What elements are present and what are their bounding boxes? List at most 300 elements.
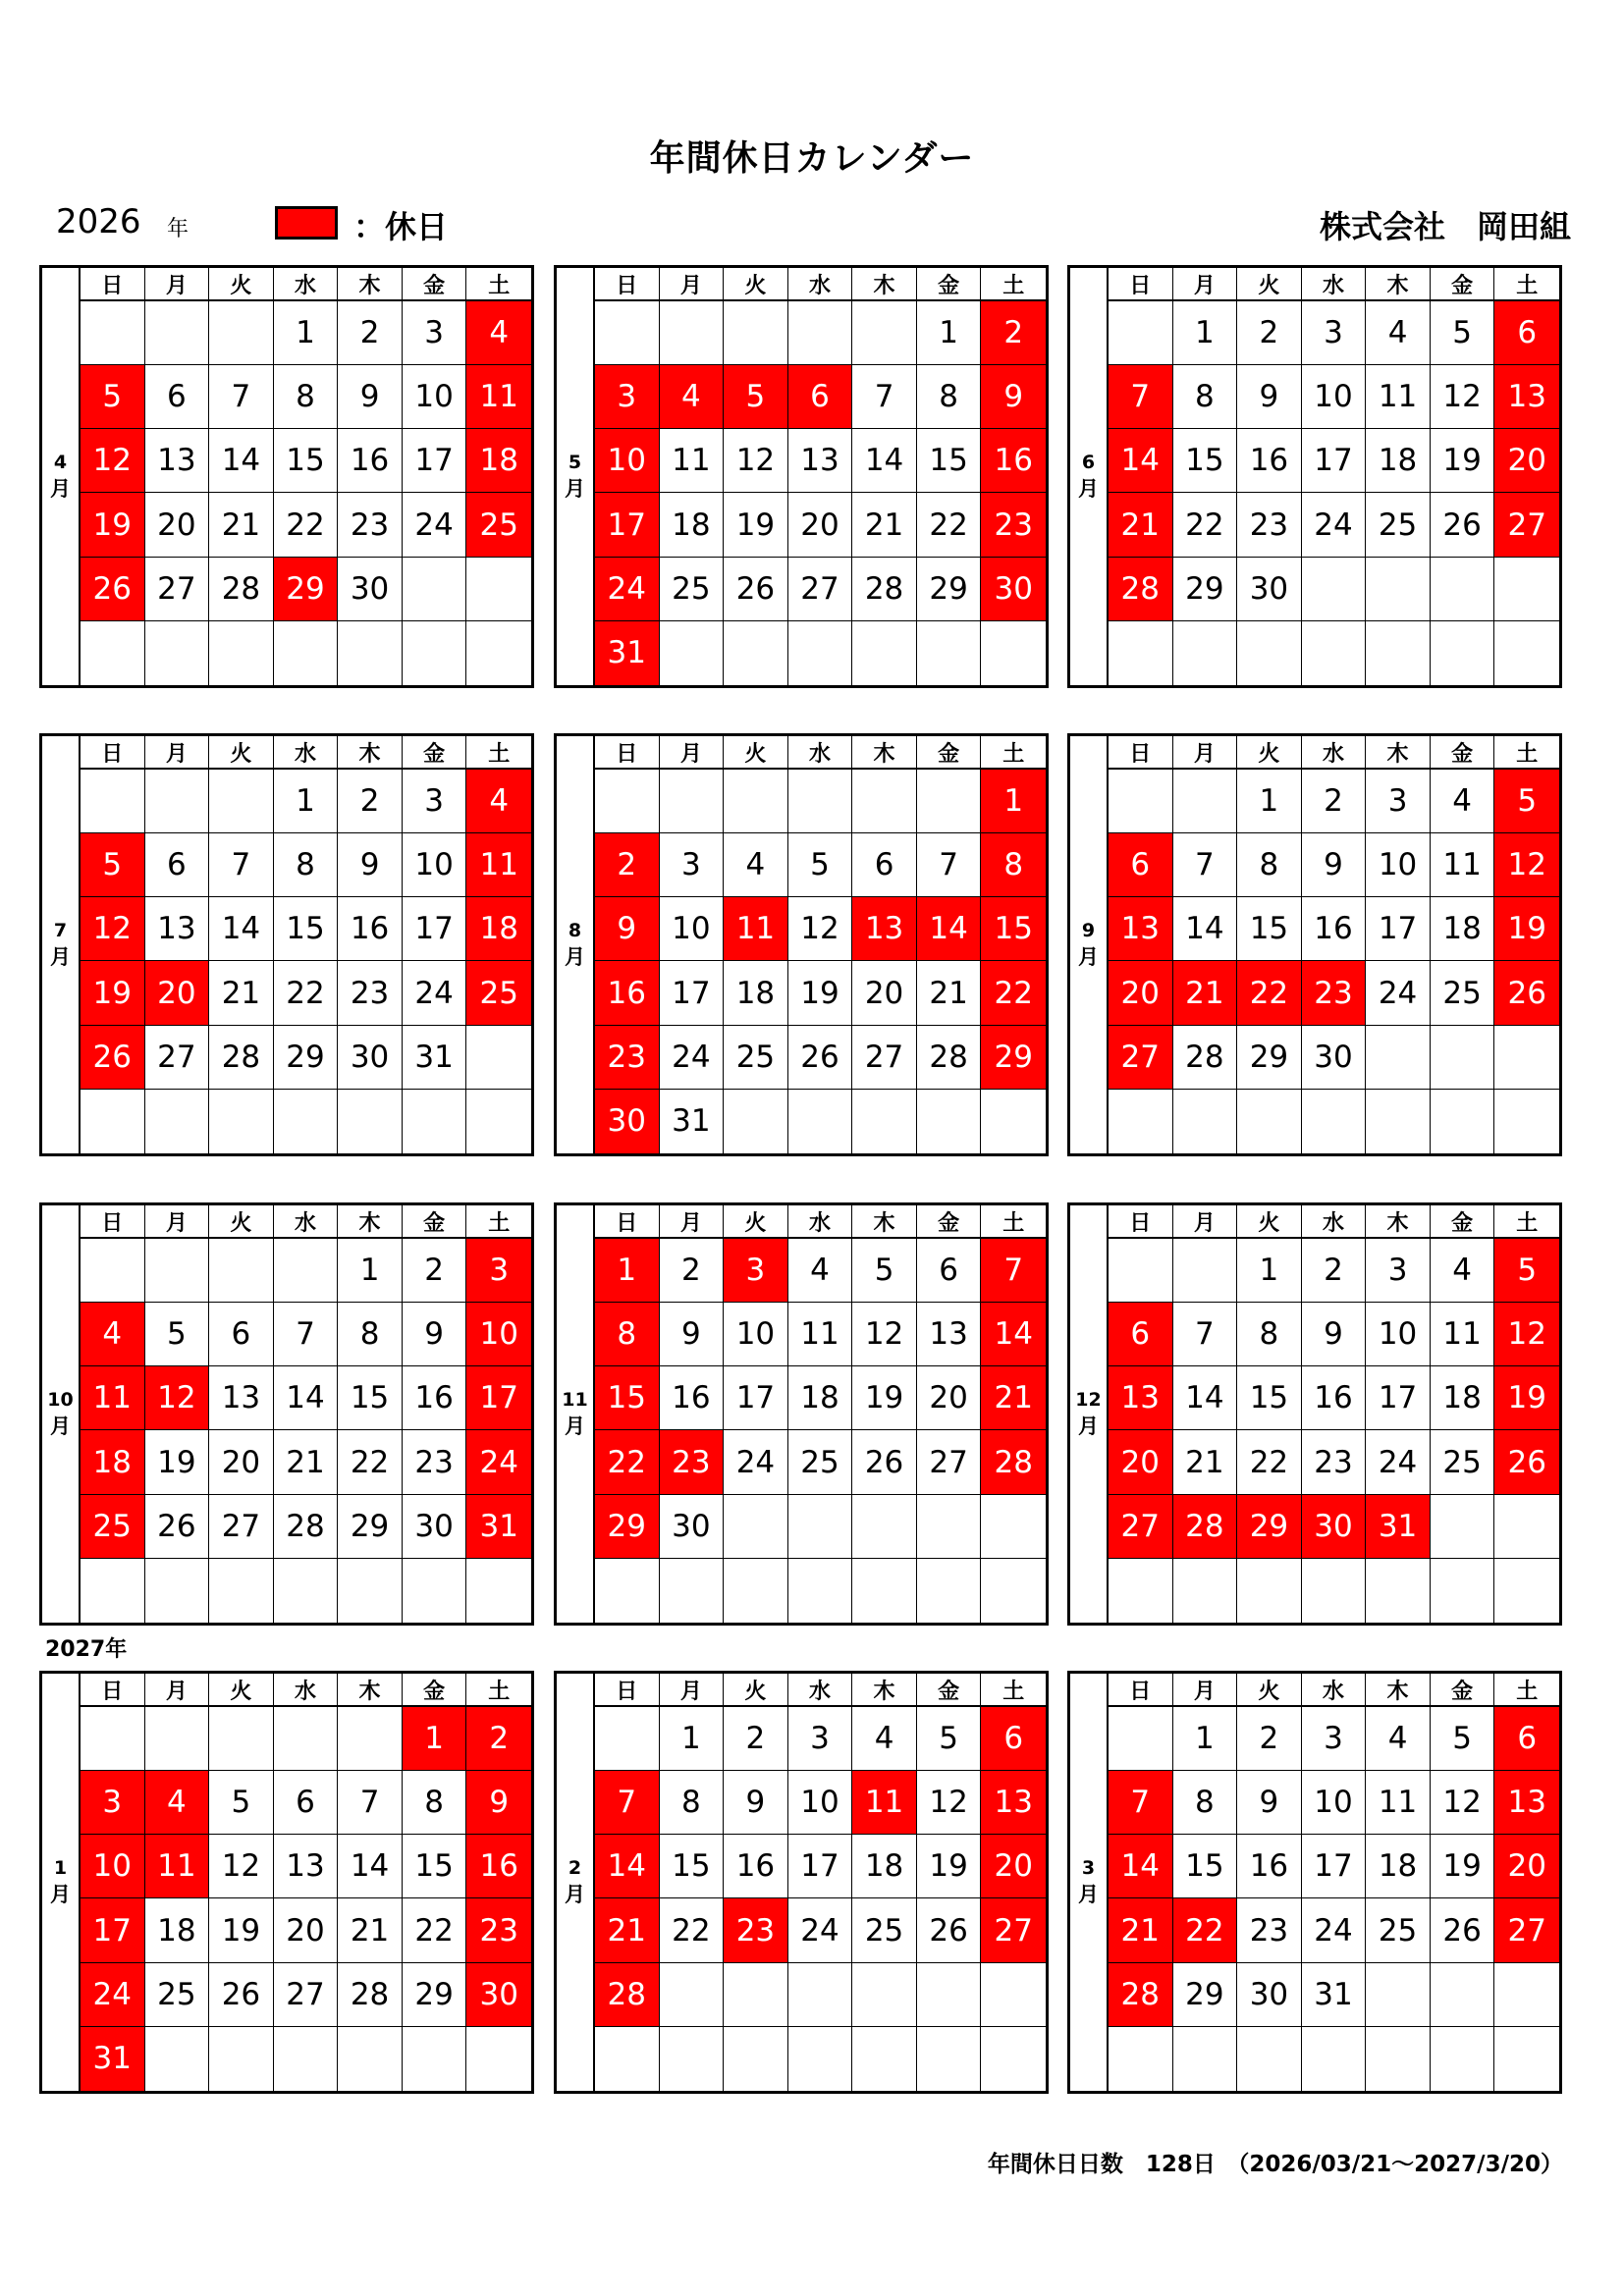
day-cell: 3 bbox=[403, 770, 467, 833]
day-cell: 8 bbox=[274, 833, 339, 897]
weekday-header: 日 bbox=[595, 1205, 660, 1239]
day-cell: 14 bbox=[852, 429, 917, 493]
day-cell: 8 bbox=[338, 1303, 403, 1366]
weekday-header: 日 bbox=[81, 736, 145, 770]
weekday-header: 土 bbox=[1494, 1674, 1559, 1707]
day-cell: 4 bbox=[1366, 301, 1431, 365]
month-suffix: 月 bbox=[1078, 1882, 1099, 1906]
day-cell: 7 bbox=[917, 833, 982, 897]
weekday-header: 火 bbox=[209, 1674, 274, 1707]
day-cell: 14 bbox=[274, 1366, 339, 1430]
day-cell: 3 bbox=[1366, 1239, 1431, 1303]
holiday-day-cell: 4 bbox=[466, 301, 531, 365]
day-cell: 21 bbox=[338, 1898, 403, 1962]
holiday-day-cell: 31 bbox=[1366, 1495, 1431, 1559]
day-cell: 27 bbox=[145, 558, 210, 621]
weekday-header: 木 bbox=[1366, 1205, 1431, 1239]
holiday-day-cell: 12 bbox=[81, 429, 145, 493]
day-cell: 28 bbox=[209, 1026, 274, 1090]
day-cell: 12 bbox=[1431, 365, 1495, 429]
day-cell: 25 bbox=[724, 1026, 788, 1090]
holiday-day-cell: 22 bbox=[595, 1430, 660, 1494]
month-suffix: 月 bbox=[50, 1882, 71, 1906]
holiday-day-cell: 24 bbox=[81, 1963, 145, 2027]
month-suffix: 月 bbox=[50, 1414, 71, 1438]
weekday-header: 土 bbox=[1494, 1205, 1559, 1239]
holiday-day-cell: 2 bbox=[981, 301, 1046, 365]
day-cell: 24 bbox=[403, 493, 467, 557]
empty-day-cell bbox=[338, 1090, 403, 1153]
weekday-header: 金 bbox=[403, 1205, 467, 1239]
day-cell: 2 bbox=[338, 301, 403, 365]
empty-day-cell bbox=[145, 301, 210, 365]
day-cell: 20 bbox=[209, 1430, 274, 1494]
day-cell: 16 bbox=[338, 897, 403, 961]
day-cell: 10 bbox=[724, 1303, 788, 1366]
day-cell: 6 bbox=[274, 1771, 339, 1835]
empty-day-cell bbox=[1109, 621, 1173, 685]
empty-day-cell bbox=[1494, 2027, 1559, 2091]
day-cell: 23 bbox=[1302, 1430, 1367, 1494]
holiday-day-cell: 26 bbox=[81, 1026, 145, 1090]
weekday-header: 金 bbox=[1431, 1205, 1495, 1239]
day-cell: 27 bbox=[852, 1026, 917, 1090]
empty-day-cell bbox=[1173, 1559, 1238, 1623]
day-grid bbox=[595, 268, 1046, 685]
empty-day-cell bbox=[145, 2027, 210, 2091]
weekday-header: 水 bbox=[274, 736, 339, 770]
day-cell: 2 bbox=[660, 1239, 725, 1303]
day-cell: 10 bbox=[788, 1771, 853, 1835]
day-cell: 26 bbox=[724, 558, 788, 621]
weekday-header: 月 bbox=[145, 1674, 210, 1707]
day-cell: 26 bbox=[917, 1898, 982, 1962]
empty-day-cell bbox=[917, 1963, 982, 2027]
holiday-day-cell: 19 bbox=[1494, 897, 1559, 961]
empty-day-cell bbox=[81, 301, 145, 365]
day-cell: 25 bbox=[1366, 1898, 1431, 1962]
month-number: 11 bbox=[562, 1388, 588, 1411]
month-number: 5 bbox=[568, 451, 582, 473]
day-cell: 19 bbox=[209, 1898, 274, 1962]
weekday-header: 木 bbox=[1366, 1674, 1431, 1707]
day-cell: 17 bbox=[1302, 1835, 1367, 1898]
day-cell: 16 bbox=[1302, 1366, 1367, 1430]
day-cell: 21 bbox=[852, 493, 917, 557]
empty-day-cell bbox=[1173, 621, 1238, 685]
holiday-day-cell: 9 bbox=[466, 1771, 531, 1835]
holiday-day-cell: 29 bbox=[274, 558, 339, 621]
weekday-header: 日 bbox=[81, 1205, 145, 1239]
weekday-header: 金 bbox=[917, 1674, 982, 1707]
day-cell: 15 bbox=[1173, 429, 1238, 493]
weekday-header: 水 bbox=[1302, 268, 1367, 301]
day-cell: 4 bbox=[852, 1707, 917, 1771]
day-cell: 9 bbox=[724, 1771, 788, 1835]
day-cell: 29 bbox=[274, 1026, 339, 1090]
empty-day-cell bbox=[274, 1707, 339, 1771]
day-cell: 17 bbox=[724, 1366, 788, 1430]
day-cell: 11 bbox=[1366, 365, 1431, 429]
day-cell: 10 bbox=[660, 897, 725, 961]
day-cell: 10 bbox=[403, 365, 467, 429]
weekday-header: 日 bbox=[1109, 1674, 1173, 1707]
day-cell: 17 bbox=[660, 961, 725, 1025]
weekday-header: 火 bbox=[724, 736, 788, 770]
day-cell: 9 bbox=[1302, 1303, 1367, 1366]
holiday-day-cell: 20 bbox=[1109, 961, 1173, 1025]
day-cell: 9 bbox=[338, 833, 403, 897]
day-cell: 24 bbox=[1366, 1430, 1431, 1494]
day-cell: 24 bbox=[403, 961, 467, 1025]
holiday-day-cell: 3 bbox=[81, 1771, 145, 1835]
day-cell: 2 bbox=[1237, 1707, 1302, 1771]
empty-day-cell bbox=[917, 621, 982, 685]
day-cell: 6 bbox=[917, 1239, 982, 1303]
day-grid bbox=[1109, 736, 1559, 1153]
page-title: 年間休日カレンダー bbox=[649, 138, 975, 179]
holiday-day-cell: 11 bbox=[145, 1835, 210, 1898]
day-cell: 22 bbox=[274, 493, 339, 557]
day-cell: 18 bbox=[1366, 1835, 1431, 1898]
empty-day-cell bbox=[338, 1559, 403, 1623]
day-cell: 15 bbox=[917, 429, 982, 493]
weekday-header: 月 bbox=[1173, 268, 1238, 301]
month-calendar bbox=[1067, 733, 1562, 1156]
empty-day-cell bbox=[209, 2027, 274, 2091]
day-cell: 25 bbox=[1431, 1430, 1495, 1494]
day-cell: 20 bbox=[917, 1366, 982, 1430]
weekday-header: 木 bbox=[338, 268, 403, 301]
holiday-day-cell: 6 bbox=[981, 1707, 1046, 1771]
holiday-day-cell: 18 bbox=[81, 1430, 145, 1494]
holiday-day-cell: 29 bbox=[595, 1495, 660, 1559]
day-cell: 5 bbox=[788, 833, 853, 897]
holiday-day-cell: 12 bbox=[145, 1366, 210, 1430]
day-cell: 25 bbox=[852, 1898, 917, 1962]
holiday-day-cell: 16 bbox=[595, 961, 660, 1025]
weekday-header: 木 bbox=[852, 736, 917, 770]
empty-day-cell bbox=[1494, 1963, 1559, 2027]
empty-day-cell bbox=[81, 1090, 145, 1153]
month-calendar bbox=[554, 1671, 1049, 2094]
day-cell: 25 bbox=[1431, 961, 1495, 1025]
weekday-header: 日 bbox=[81, 268, 145, 301]
holiday-day-cell: 18 bbox=[466, 897, 531, 961]
empty-day-cell bbox=[852, 621, 917, 685]
weekday-header: 月 bbox=[660, 1205, 725, 1239]
holiday-day-cell: 14 bbox=[981, 1303, 1046, 1366]
holiday-day-cell: 13 bbox=[1109, 897, 1173, 961]
weekday-header: 日 bbox=[595, 268, 660, 301]
month-number: 3 bbox=[1081, 1856, 1096, 1879]
day-cell: 26 bbox=[788, 1026, 853, 1090]
holiday-day-cell: 2 bbox=[595, 833, 660, 897]
day-cell: 8 bbox=[274, 365, 339, 429]
holiday-day-cell: 4 bbox=[81, 1303, 145, 1366]
day-cell: 6 bbox=[145, 833, 210, 897]
weekday-header: 木 bbox=[852, 268, 917, 301]
empty-day-cell bbox=[788, 1559, 853, 1623]
empty-day-cell bbox=[1431, 1963, 1495, 2027]
holiday-day-cell: 19 bbox=[1494, 1366, 1559, 1430]
day-grid bbox=[1109, 268, 1559, 685]
day-cell: 4 bbox=[1431, 770, 1495, 833]
holiday-day-cell: 7 bbox=[1109, 1771, 1173, 1835]
holiday-day-cell: 5 bbox=[81, 365, 145, 429]
empty-day-cell bbox=[1366, 2027, 1431, 2091]
empty-day-cell bbox=[274, 1559, 339, 1623]
weekday-header: 木 bbox=[852, 1205, 917, 1239]
month-label bbox=[42, 268, 81, 685]
weekday-header: 土 bbox=[981, 736, 1046, 770]
empty-day-cell bbox=[1366, 1963, 1431, 2027]
day-cell: 27 bbox=[917, 1430, 982, 1494]
weekday-header: 土 bbox=[466, 268, 531, 301]
day-cell: 23 bbox=[403, 1430, 467, 1494]
holiday-day-cell: 23 bbox=[660, 1430, 725, 1494]
empty-day-cell bbox=[145, 770, 210, 833]
month-label bbox=[557, 1205, 595, 1623]
empty-day-cell bbox=[852, 1495, 917, 1559]
empty-day-cell bbox=[788, 2027, 853, 2091]
day-cell: 18 bbox=[1366, 429, 1431, 493]
weekday-header: 水 bbox=[788, 1674, 853, 1707]
day-cell: 31 bbox=[1302, 1963, 1367, 2027]
weekday-header: 金 bbox=[1431, 1674, 1495, 1707]
month-number: 12 bbox=[1075, 1388, 1102, 1411]
month-label bbox=[557, 736, 595, 1153]
day-cell: 5 bbox=[1431, 301, 1495, 365]
empty-day-cell bbox=[1431, 1026, 1495, 1090]
holiday-day-cell: 12 bbox=[81, 897, 145, 961]
empty-day-cell bbox=[660, 770, 725, 833]
day-cell: 3 bbox=[1302, 1707, 1367, 1771]
day-cell: 24 bbox=[660, 1026, 725, 1090]
empty-day-cell bbox=[852, 2027, 917, 2091]
holiday-day-cell: 11 bbox=[466, 833, 531, 897]
holiday-day-cell: 21 bbox=[595, 1898, 660, 1962]
day-cell: 18 bbox=[660, 493, 725, 557]
day-grid bbox=[81, 1205, 531, 1623]
day-cell: 29 bbox=[917, 558, 982, 621]
empty-day-cell bbox=[1109, 1090, 1173, 1153]
day-cell: 15 bbox=[1237, 1366, 1302, 1430]
day-cell: 13 bbox=[917, 1303, 982, 1366]
weekday-header: 火 bbox=[1237, 1674, 1302, 1707]
empty-day-cell bbox=[724, 1559, 788, 1623]
empty-day-cell bbox=[403, 1559, 467, 1623]
day-cell: 20 bbox=[788, 493, 853, 557]
day-cell: 22 bbox=[274, 961, 339, 1025]
empty-day-cell bbox=[660, 2027, 725, 2091]
month-label bbox=[1070, 1205, 1109, 1623]
day-cell: 13 bbox=[145, 897, 210, 961]
day-cell: 21 bbox=[917, 961, 982, 1025]
empty-day-cell bbox=[338, 621, 403, 685]
day-cell: 1 bbox=[274, 770, 339, 833]
day-cell: 7 bbox=[1173, 833, 1238, 897]
month-number: 4 bbox=[53, 451, 68, 473]
day-cell: 7 bbox=[209, 833, 274, 897]
holiday-day-cell: 27 bbox=[1109, 1026, 1173, 1090]
holiday-day-cell: 15 bbox=[595, 1366, 660, 1430]
holiday-day-cell: 28 bbox=[595, 1963, 660, 2027]
holiday-day-cell: 7 bbox=[1109, 365, 1173, 429]
day-cell: 3 bbox=[1302, 301, 1367, 365]
day-cell: 10 bbox=[1302, 365, 1367, 429]
holiday-day-cell: 8 bbox=[981, 833, 1046, 897]
holiday-day-cell: 29 bbox=[981, 1026, 1046, 1090]
day-grid bbox=[595, 736, 1046, 1153]
day-cell: 2 bbox=[1302, 1239, 1367, 1303]
weekday-header: 日 bbox=[595, 736, 660, 770]
day-cell: 26 bbox=[852, 1430, 917, 1494]
weekday-header: 金 bbox=[403, 1674, 467, 1707]
holiday-day-cell: 24 bbox=[466, 1430, 531, 1494]
weekday-header: 木 bbox=[1366, 736, 1431, 770]
empty-day-cell bbox=[724, 1495, 788, 1559]
empty-day-cell bbox=[1109, 2027, 1173, 2091]
day-cell: 2 bbox=[724, 1707, 788, 1771]
day-cell: 10 bbox=[1366, 833, 1431, 897]
holiday-day-cell: 27 bbox=[1494, 493, 1559, 557]
day-cell: 24 bbox=[788, 1898, 853, 1962]
empty-day-cell bbox=[274, 2027, 339, 2091]
empty-day-cell bbox=[595, 301, 660, 365]
holiday-day-cell: 3 bbox=[466, 1239, 531, 1303]
empty-day-cell bbox=[145, 1239, 210, 1303]
empty-day-cell bbox=[917, 2027, 982, 2091]
day-cell: 12 bbox=[917, 1771, 982, 1835]
day-cell: 1 bbox=[1173, 1707, 1238, 1771]
holiday-day-cell: 19 bbox=[81, 493, 145, 557]
holiday-day-cell: 4 bbox=[466, 770, 531, 833]
day-cell: 5 bbox=[917, 1707, 982, 1771]
holiday-day-cell: 11 bbox=[724, 897, 788, 961]
holiday-day-cell: 12 bbox=[1494, 833, 1559, 897]
holiday-day-cell: 11 bbox=[852, 1771, 917, 1835]
empty-day-cell bbox=[788, 621, 853, 685]
day-cell: 11 bbox=[788, 1303, 853, 1366]
holiday-day-cell: 6 bbox=[1109, 1303, 1173, 1366]
day-cell: 24 bbox=[1366, 961, 1431, 1025]
month-label bbox=[1070, 736, 1109, 1153]
month-suffix: 月 bbox=[1078, 476, 1099, 501]
holiday-day-cell: 3 bbox=[724, 1239, 788, 1303]
day-cell: 29 bbox=[1173, 558, 1238, 621]
weekday-header: 土 bbox=[1494, 736, 1559, 770]
month-label bbox=[557, 1674, 595, 2091]
day-cell: 21 bbox=[1173, 1430, 1238, 1494]
day-cell: 4 bbox=[1431, 1239, 1495, 1303]
day-cell: 18 bbox=[724, 961, 788, 1025]
holiday-day-cell: 6 bbox=[1494, 301, 1559, 365]
day-cell: 26 bbox=[209, 1963, 274, 2027]
day-cell: 25 bbox=[660, 558, 725, 621]
holiday-day-cell: 27 bbox=[1494, 1898, 1559, 1962]
day-cell: 10 bbox=[1302, 1771, 1367, 1835]
empty-day-cell bbox=[403, 1090, 467, 1153]
day-cell: 8 bbox=[1173, 365, 1238, 429]
holiday-day-cell: 20 bbox=[1494, 429, 1559, 493]
weekday-header: 土 bbox=[466, 1205, 531, 1239]
empty-day-cell bbox=[852, 1963, 917, 2027]
weekday-header: 金 bbox=[917, 1205, 982, 1239]
day-cell: 30 bbox=[338, 558, 403, 621]
holiday-day-cell: 25 bbox=[81, 1495, 145, 1559]
day-cell: 9 bbox=[1237, 1771, 1302, 1835]
day-cell: 15 bbox=[1237, 897, 1302, 961]
day-cell: 21 bbox=[209, 493, 274, 557]
holiday-day-cell: 11 bbox=[81, 1366, 145, 1430]
day-cell: 4 bbox=[788, 1239, 853, 1303]
day-cell: 23 bbox=[338, 961, 403, 1025]
weekday-header: 月 bbox=[660, 736, 725, 770]
month-calendar bbox=[39, 265, 534, 688]
day-cell: 20 bbox=[145, 493, 210, 557]
weekday-header: 金 bbox=[1431, 736, 1495, 770]
month-label bbox=[557, 268, 595, 685]
weekday-header: 木 bbox=[1366, 268, 1431, 301]
day-cell: 13 bbox=[209, 1366, 274, 1430]
day-cell: 19 bbox=[1431, 429, 1495, 493]
weekday-header: 日 bbox=[595, 1674, 660, 1707]
month-number: 9 bbox=[1081, 919, 1096, 941]
weekday-header: 火 bbox=[209, 736, 274, 770]
holiday-day-cell: 20 bbox=[145, 961, 210, 1025]
weekday-header: 火 bbox=[1237, 1205, 1302, 1239]
month-number: 2 bbox=[568, 1856, 582, 1879]
weekday-header: 土 bbox=[466, 1674, 531, 1707]
day-grid bbox=[81, 736, 531, 1153]
weekday-header: 木 bbox=[338, 736, 403, 770]
month-number: 10 bbox=[47, 1388, 74, 1411]
day-cell: 27 bbox=[788, 558, 853, 621]
empty-day-cell bbox=[852, 1559, 917, 1623]
holiday-day-cell: 30 bbox=[595, 1090, 660, 1153]
day-cell: 9 bbox=[1302, 833, 1367, 897]
weekday-header: 月 bbox=[1173, 1674, 1238, 1707]
month-suffix: 月 bbox=[50, 476, 71, 501]
day-cell: 26 bbox=[1431, 493, 1495, 557]
day-cell: 1 bbox=[1237, 770, 1302, 833]
weekday-header: 水 bbox=[274, 268, 339, 301]
day-cell: 12 bbox=[852, 1303, 917, 1366]
weekday-header: 日 bbox=[81, 1674, 145, 1707]
empty-day-cell bbox=[1431, 2027, 1495, 2091]
day-cell: 7 bbox=[338, 1771, 403, 1835]
holiday-day-cell: 31 bbox=[466, 1495, 531, 1559]
holiday-day-cell: 7 bbox=[595, 1771, 660, 1835]
day-cell: 8 bbox=[403, 1771, 467, 1835]
weekday-header: 日 bbox=[1109, 736, 1173, 770]
empty-day-cell bbox=[981, 1495, 1046, 1559]
empty-day-cell bbox=[981, 1963, 1046, 2027]
holiday-day-cell: 14 bbox=[1109, 1835, 1173, 1898]
empty-day-cell bbox=[1173, 1239, 1238, 1303]
empty-day-cell bbox=[1302, 558, 1367, 621]
month-calendar bbox=[1067, 265, 1562, 688]
day-cell: 31 bbox=[660, 1090, 725, 1153]
day-cell: 1 bbox=[917, 301, 982, 365]
day-cell: 18 bbox=[852, 1835, 917, 1898]
day-cell: 29 bbox=[1237, 1026, 1302, 1090]
day-cell: 16 bbox=[1302, 897, 1367, 961]
weekday-header: 水 bbox=[1302, 736, 1367, 770]
month-number: 7 bbox=[53, 919, 68, 941]
holiday-day-cell: 17 bbox=[81, 1898, 145, 1962]
